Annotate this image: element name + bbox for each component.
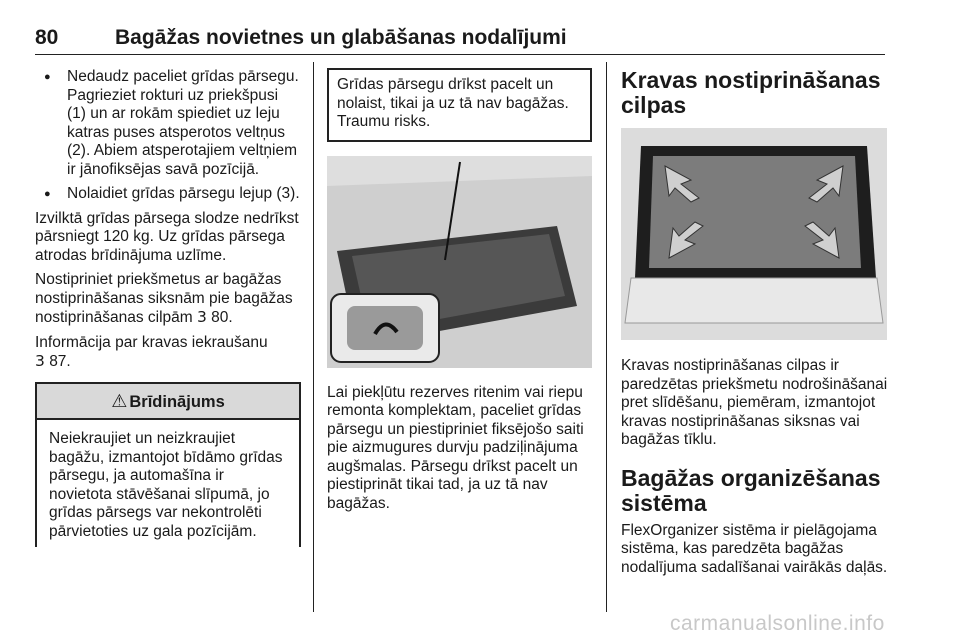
page-number: 80 xyxy=(35,26,59,49)
warning-header xyxy=(37,384,299,421)
caution-box: Grīdas pārsegu drīkst pacelt un nolaist, tikai ja uz tā nav bagāžas. Traumu risks. xyxy=(327,68,592,142)
bullet-item: ● Nolaidiet grīdas pārsegu lejup (3). xyxy=(35,185,301,204)
page-reference-link[interactable]: 87. xyxy=(49,353,71,370)
column-left xyxy=(35,68,301,547)
warning-title: Brīdinājums xyxy=(129,392,225,411)
floor-cover-illustration xyxy=(327,156,592,368)
floor-cover-drawing xyxy=(327,156,592,368)
trunk-drawing xyxy=(621,128,887,340)
bullet-item: ● Nedaudz paceliet grīdas pārsegu. Pagrieziet rokturi uz priekšpusi (1) un ar rokām spiediet uz leju katras puses atsperotos veltņus (2). Abiem atsperotajiem veltņiem ir jānofiksējas savā pozīcijā. xyxy=(35,68,301,179)
running-header-title: Bagāžas novietnes un glabāšanas nodalījumi xyxy=(115,26,567,49)
page-header xyxy=(35,26,885,55)
paragraph-load-limit: Izvilktā grīdas pārsega slodze nedrīkst pārsniegt 120 kg. Uz grīdas pārsega atrodas brīdinājuma uzlīme. xyxy=(35,209,299,264)
paragraph-secure-items: Nostipriniet priekšmetus ar bagāžas nostiprināšanas siksnām pie bagāžas nostiprināšanas cilpām 3 80. xyxy=(35,271,293,326)
column-divider-2 xyxy=(606,62,607,612)
page-reference-icon: 3 xyxy=(196,308,207,326)
paragraph-loading-info: Informācija par kravas iekraušanu 3 87. xyxy=(35,333,268,370)
site-watermark: carmanualsonline.info xyxy=(670,612,885,635)
column-right xyxy=(621,68,889,583)
page-reference-link[interactable]: 80. xyxy=(211,309,233,326)
warning-box xyxy=(35,382,301,547)
paragraph-spare-wheel: Lai piekļūtu rezerves ritenim vai riepu remonta komplektam, paceliet grīdas pārsegu un piestipriniet fiksējošo saiti pie aizmugures durvju padziļinājuma augšmalas. Pārsegu drīkst pacelt un piestiprināt tikai tad, ja uz tā nav bagāžas. xyxy=(327,383,584,512)
warning-triangle-icon: ⚠ xyxy=(111,390,128,411)
paragraph-flexorganizer: FlexOrganizer sistēma ir pielāgojama sistēma, kas paredzēta bagāžas nodalījuma sadalīšanai vairākās daļās. xyxy=(621,521,888,576)
heading-organizer-system: Bagāžas organizēšanas sistēma xyxy=(621,464,881,516)
column-divider-1 xyxy=(313,62,314,612)
warning-text: Neiekraujiet un neizkraujiet bagāžu, izmantojot bīdāmo grīdas pārsegu, ja automašīna ir novietota stāvēšanai slīpumā, jo grīdas pārsegs var nekontrolēti pārvietoties uz gala pozīcijām. xyxy=(49,430,283,540)
paragraph-tie-down-loops: Kravas nostiprināšanas cilpas ir paredzētas priekšmetu nodrošināšanai pret slīdēšanu, piemēram, izmantojot kravas nostiprināšanas siksnas vai bagāžas tīklu. xyxy=(621,357,888,448)
page-reference-icon: 3 xyxy=(35,352,45,370)
column-middle xyxy=(327,68,592,519)
heading-tie-down-loops: Kravas nostiprināšanas cilpas xyxy=(621,67,881,118)
tie-down-loops-illustration xyxy=(621,128,887,340)
